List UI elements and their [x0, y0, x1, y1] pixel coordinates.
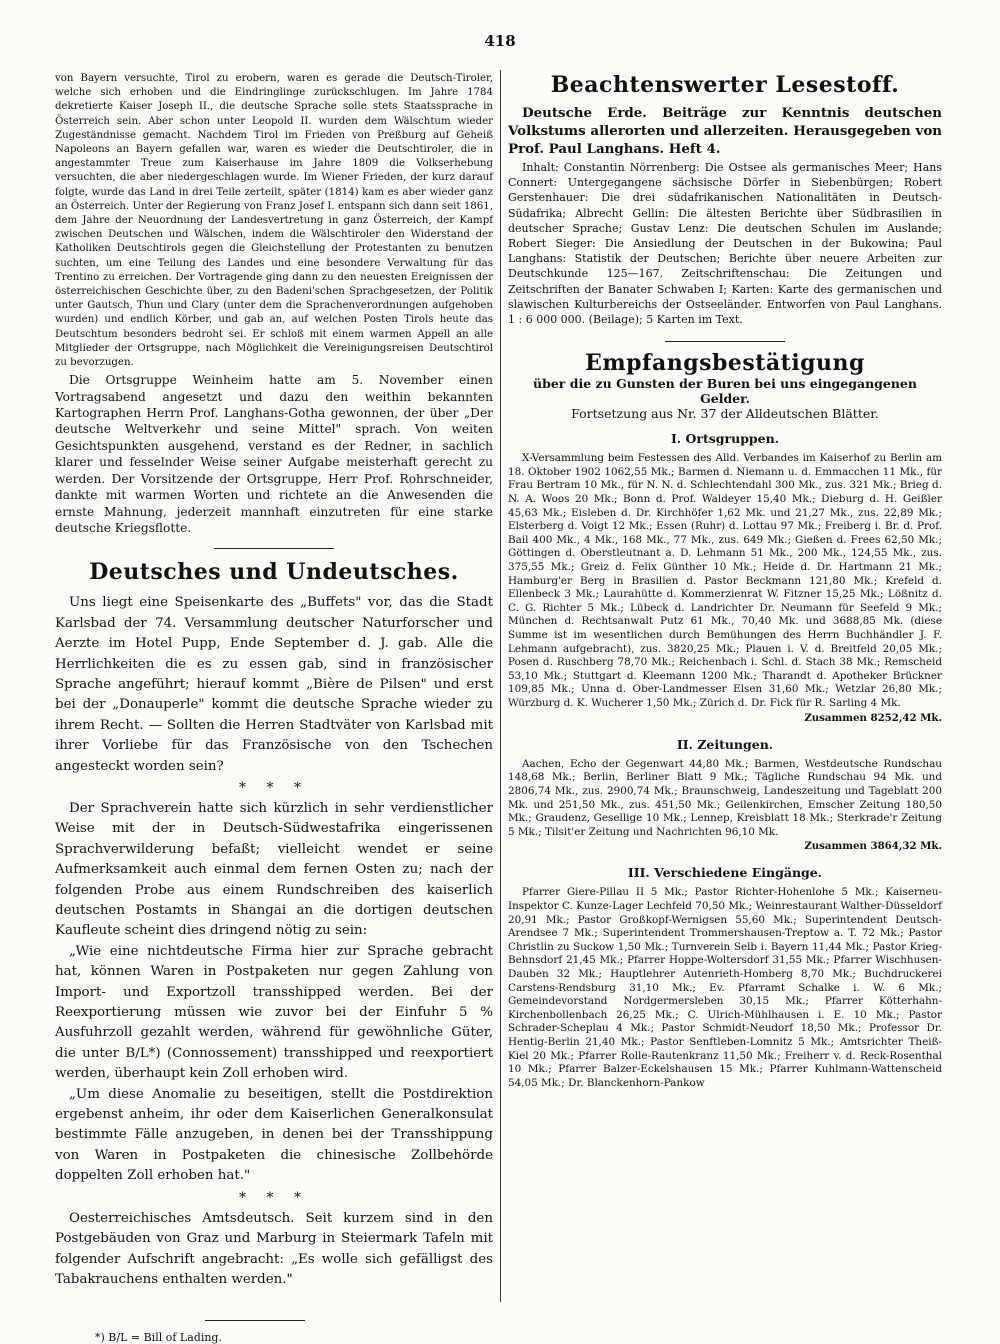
footnote-rule [205, 1320, 305, 1321]
section-rule-right [665, 341, 785, 342]
verschiedene-list: Pfarrer Giere-Pillau II 5 Mk.; Pastor Richter-Hohenlohe 5 Mk.; Kaiserneu-Inspektor C. Kunze-Lager Lechfeld 70,50 Mk.; Weinrestaurant Walther-Düsseldorf 20,91 Mk.; Pastor Großkopf-Wernigsen 55,60 Mk.; Superintendent Deutsch-Arendsee 7 Mk.; Superintendent Trommershausen-Treptow a. T. 72 Mk.; Pastor Christlin zu Suckow 1,50 Mk.; Turnverein Selb i. Bayern 11,44 Mk.; Pastor Krieg-Behnsdorf 21,45 Mk.; Pfarrer Hoppe-Woltersdorf 31,55 Mk.; Pfarrer Wischhusen-Dauben 32 Mk.; Hauptlehrer Autenrieth-Homberg 8,70 Mk.; Buchdruckerei Carstens-Rendsburg 31,10 Mk.; Ev. Pfarramt Schalke i. W. 6 Mk.; Gemeindevorstand Nordgermersleben 30,15 Mk.; Pfarrer Kötterhahn-Kirchenbollenbach 26,25 Mk.; C. Ulrich-Mühlhausen i. E. 10 Mk.; Pastor Schrader-Scheplau 4 Mk.; Pastor Schmidt-Neudorf 18,50 Mk.; Professor Dr. Hentig-Berlin 21,40 Mk.; Pastor Senftleben-Lomnitz 5 Mk.; Amtsrichter Theiß-Kiel 20 Mk.; Pfarrer Rolle-Rautenkranz 11,50 Mk.; Freiherr v. d. Reck-Rosenthal 10 Mk.; Pfarrer Balzer-Eckelshausen 15 Mk.; Pfarrer Kuhlmann-Wattenscheid 54,05 Mk.; Dr. Blanckenhorn-Pankow [508, 886, 942, 1089]
page-number: 418 [484, 32, 516, 50]
section-title-empfang: Empfangsbestätigung [585, 350, 865, 377]
zeitungen-list: Aachen, Echo der Gegenwart 44,80 Mk.; Barmen, Westdeutsche Rundschau 148,68 Mk.; Berlin, Berliner Blatt 9 Mk.; Tägliche Rundschau 94 Mk. und 2806,74 Mk., zus. 2900,74 Mk.; Braunschweig, Landeszeitung und Tageblatt 200 Mk. und 251,50 Mk., zus. 451,50 Mk.; Geilenkirchen, Emscher Zeitung 180,50 Mk.; Graudenz, Gesellige 10 Mk.; Lennep, Kreisblatt 18 Mk.; Sterkrade'r Zeitung 5 Mk.; Tilsit'er Zeitung und Nachrichten 96,10 Mk. [508, 757, 942, 838]
left-column [55, 72, 493, 1344]
karlsbad-paragraph: Uns liegt eine Speisenkarte des „Buffets" vor, das die Stadt Karlsbad der 74. Versammlung deutscher Naturforscher und Aerzte im Hotel Pupp, Ende September d. J. gab. Alle die Herrlichkeiten die es zu essen gab, sind in französischer Sprache angeführt; hierauf kommt „Bière de Pilsen" und erst bei der „Donauperle" kommt die deutsche Sprache wieder zu ihrem Recht. — Sollten die Herren Stadtväter von Karlsbad mit ihrer Vorliebe für das Französische von den Tschechen angesteckt worden sein? [55, 595, 493, 774]
total-zeitungen: Zusammen 3864,32 Mk. [804, 840, 942, 853]
ortsgruppen-list: X-Versammlung beim Festessen des Alld. Verbandes im Kaiserhof zu Berlin am 18. Oktober 1902 1062,55 Mk.; Barmen d. Niemann u. d. Emmacchen 11 Mk., für Frau Bertram 10 Mk., für N. N. d. Schlechtendahl 300 Mk., zus. 321 Mk.; Brieg d. N. A. Woos 20 Mk.; Bonn d. Prof. Waldeyer 15,40 Mk.; Dieburg d. H. Geißler 45,63 Mk.; Eisleben d. Dr. Kirchhöfer 1,62 Mk. und 21,27 Mk., zus. 22,89 Mk.; Elsterberg d. Voigt 12 Mk.; Essen (Ruhr) d. Lottau 97 Mk.; Freiberg i. Br. d. Prof. Bail 400 Mk., 4 Mk., 168 Mk., 77 Mk., zus. 649 Mk.; Gießen d. Frees 62,50 Mk.; Göttingen d. Oberstleutnant a. D. Lehmann 51 Mk., 200 Mk., 124,55 Mk., zus. 375,55 Mk.; Greiz d. Felix Günther 10 Mk.; Heide d. Dr. Hartmann 21 Mk.; Hamburg'er Berg in Brasilien d. Pastor Beckmann 121,80 Mk.; Krefeld d. Ellenbeck 3 Mk.; Laurahütte d. Kommerzienrat W. Fitzner 15,25 Mk.; Lößnitz d. C. G. Richter 5 Mk.; Lübeck d. Landrichter Dr. Neumann für Seefeld 9 Mk.; München d. Rechtsanwalt Putz 61 Mk., 70,40 Mk. und 3688,85 Mk. (diese Summe ist im wesentlichen durch Bemühungen des Herrn Buchhändler J. F. Lehmann aufgebracht), zus. 3820,25 Mk.; Plauen i. V. d. Breitfeld 20,05 Mk.; Posen d. Ruschberg 78,70 Mk.; Reichenbach i. Schl. d. Stach 38 Mk.; Remscheid 53,10 Mk.; Stuttgart d. Kleemann 1200 Mk.; Tharandt d. Apotheker Brückner 109,85 Mk.; Unna d. Ober-Landmesser Elsen 31,60 Mk.; Wetzlar 26,80 Mk.; Würzburg d. K. Wucherer 1,50 Mk.; Zürich d. Dr. Fick für R. Sarling 4 Mk. [508, 452, 942, 709]
sprachverein-paragraph: Der Sprachverein hatte sich kürzlich in sehr verdienstlicher Weise mit der in Deutsch-Südwestafrika eingerissenen Sprachverwilderung befaßt; vielleicht wendet er seine Aufmerksamkeit auch einmal dem fernen Osten zu; nach der folgenden Probe aus einem Rundschreiben des kaiserlich deutschen Postamts in Shangai an die dortigen deutschen Kaufleute scheint dies dringend nötig zu sein: [55, 800, 493, 939]
weinheim-paragraph: Die Ortsgruppe Weinheim hatte am 5. November einen Vortragsabend angesetzt und dazu den weithin bekannten Kartographen Herrn Prof. Langhans-Gotha gewonnen, der über „Der deutsche Weltverkehr und seine Mittel" sprach. Von weiten Gesichtspunkten ausgehend, verstand es der Redner, in sachlich klarer und fesselnder Weise seiner Aufgabe meisterhaft gerecht zu werden. Der Vorsitzende der Ortsgruppe, Herr Prof. Rohrschneider, dankte mit warmen Worten und richtete an die Anwesenden die ernste Mahnung, jederzeit mannhaft einzutreten für eine starke deutsche Kriegsflotte. [55, 373, 493, 535]
amtsdeutsch-paragraph: Oesterreichisches Amtsdeutsch. Seit kurzem sind in den Postgebäuden von Graz und Marburg in Steiermark Tafeln mit folgender Aufschrift angebracht: „Es wolle sich gefälligst des Tabakrauchens enthalten werden." [55, 1210, 493, 1287]
column-divider [500, 70, 501, 1302]
footnote: *) B/L = Bill of Lading. [95, 1331, 222, 1344]
anomalie-quote-paragraph: „Um diese Anomalie zu beseitigen, stellt die Postdirektion ergebenst anheim, ihr oder dem Kaiserlichen Generalkonsulat bestimmte Fälle anzugeben, in denen bei der Transshippung von Waren in Postpaketen die chinesische Zollbehörde doppelten Zoll erhoben hat." [55, 1086, 493, 1184]
book-contents: Inhalt: Constantin Nörrenberg: Die Ostsee als germanisches Meer; Hans Connert: Untergegangene sächsische Dörfer in Siebenbürgen; Robert Gerstenhauer: Die drei südafrikanischen Nationalitäten in Deutsch-Südafrika; Albrecht Gellin: Die ältesten Berichte über Südbrasilien in deutscher Sprache; Gustav Lenz: Die deutschen Schulen im Auslande; Robert Sieger: Die Ansiedlung der Deutschen in der Bukowina; Paul Langhans: Statistik der Deutschen; Berichte über neuere Arbeiten zur Deutschkunde 125—167. Zeitschriftenschau: Die Zeitungen und Zeitschriften der Banater Schwaben I; Karten: Karte des germanischen und slawischen Kulturbereichs der Ostseeländer. Entworfen von Paul Langhans. 1 : 6 000 000. (Beilage); 5 Karten im Text. [508, 161, 942, 327]
tirol-lecture-paragraph: von Bayern versuchte, Tirol zu erobern, waren es gerade die Deutsch-Tiroler, welche sich erhoben und die Eindringlinge zurückschlugen. Im Jahre 1784 dekretierte Kaiser Joseph II., die deutsche Sprache solle stets Staatssprache in Österreich sein. Aber schon unter Leopold II. wurden dem Wälschtum wieder Zugeständnisse gemacht. Nachdem Tirol im Frieden von Preßburg auf Geheiß Napoleons an Bayern gefallen war, waren es wieder die Deutschtiroler, die in angestammter Treue zum Kaiserhause im Jahre 1809 die Volkserhebung versuchten, die aber niedergeschlagen wurde. Im Wiener Frieden, der kurz darauf folgte, wurde das Land in drei Teile zerteilt, später (1814) kam es aber wieder ganz an Österreich. Unter der Regierung von Franz Josef I. entspann sich dann seit 1861, dem Jahre der Neuordnung der Landesvertretung in ganz Österreich, der Kampf zwischen Deutschen und Wälschen, indem die Wälschtiroler den Widerstand der Katholiken Deutschtirols gegen die Gleichstellung der Protestanten zu benutzen suchten, um eine Teilung des Landes und eine besondere Verwaltung für das Trentino zu erreichen. Der Vortragende ging dann zu den neuesten Ereignissen der österreichischen Geschichte über, zu den Badeni'schen Sprachgesetzen, der Politik unter Gautsch, Thun und Clary (unter dem die Sprachenverordnungen aufgehoben wurden) und endlich Körber, und gab an, auf welchen Posten Tirols heute das Deutschtum besonders bedroht sei. Er schloß mit einem warmen Appell an alle Mitglieder der Ortsgruppe, nach Möglichkeit die Vereinigungsreisen Deutschtirol zu bevorzugen. [55, 73, 493, 369]
empfang-subtitle: über die zu Gunsten der Buren bei uns eingegangenen Gelder. [533, 376, 917, 407]
heading-ortsgruppen: I. Ortsgruppen. [670, 431, 780, 447]
section-title-lesestoff: Beachtenswerter Lesestoff. [550, 72, 900, 98]
empfang-continuation: Fortsetzung aus Nr. 37 der Alldeutschen Blätter. [571, 406, 879, 422]
separator-stars-2: * * * [239, 1189, 309, 1206]
right-column [508, 72, 942, 1090]
total-ortsgruppen: Zusammen 8252,42 Mk. [804, 711, 942, 724]
heading-zeitungen: II. Zeitungen. [676, 736, 774, 752]
shanghai-quote-paragraph: „Wie eine nichtdeutsche Firma hier zur Sprache gebracht hat, können Waren in Postpaketen nur gegen Zahlung von Import- und Exportzoll transshipped werden. Bei der Reexportierung müssen wie zuvor bei der Einfuhr 5 % Ausfuhrzoll gezahlt werden, während für gewöhnliche Güter, die unter B/L*) (Connossement) transshipped und reexportiert werden, überhaupt kein Zoll erhoben wird. [55, 943, 493, 1082]
section-title-deutsches: Deutsches und Undeutsches. [89, 559, 459, 586]
separator-stars: * * * [239, 779, 309, 796]
book-title-deutsche-erde: Deutsche Erde. Beiträge zur Kenntnis deutschen Volkstums allerorten und allerzeiten. Herausgegeben von Prof. Paul Langhans. Heft 4. [508, 105, 942, 157]
heading-verschiedene: III. Verschiedene Eingänge. [627, 865, 823, 881]
section-rule [214, 548, 334, 549]
